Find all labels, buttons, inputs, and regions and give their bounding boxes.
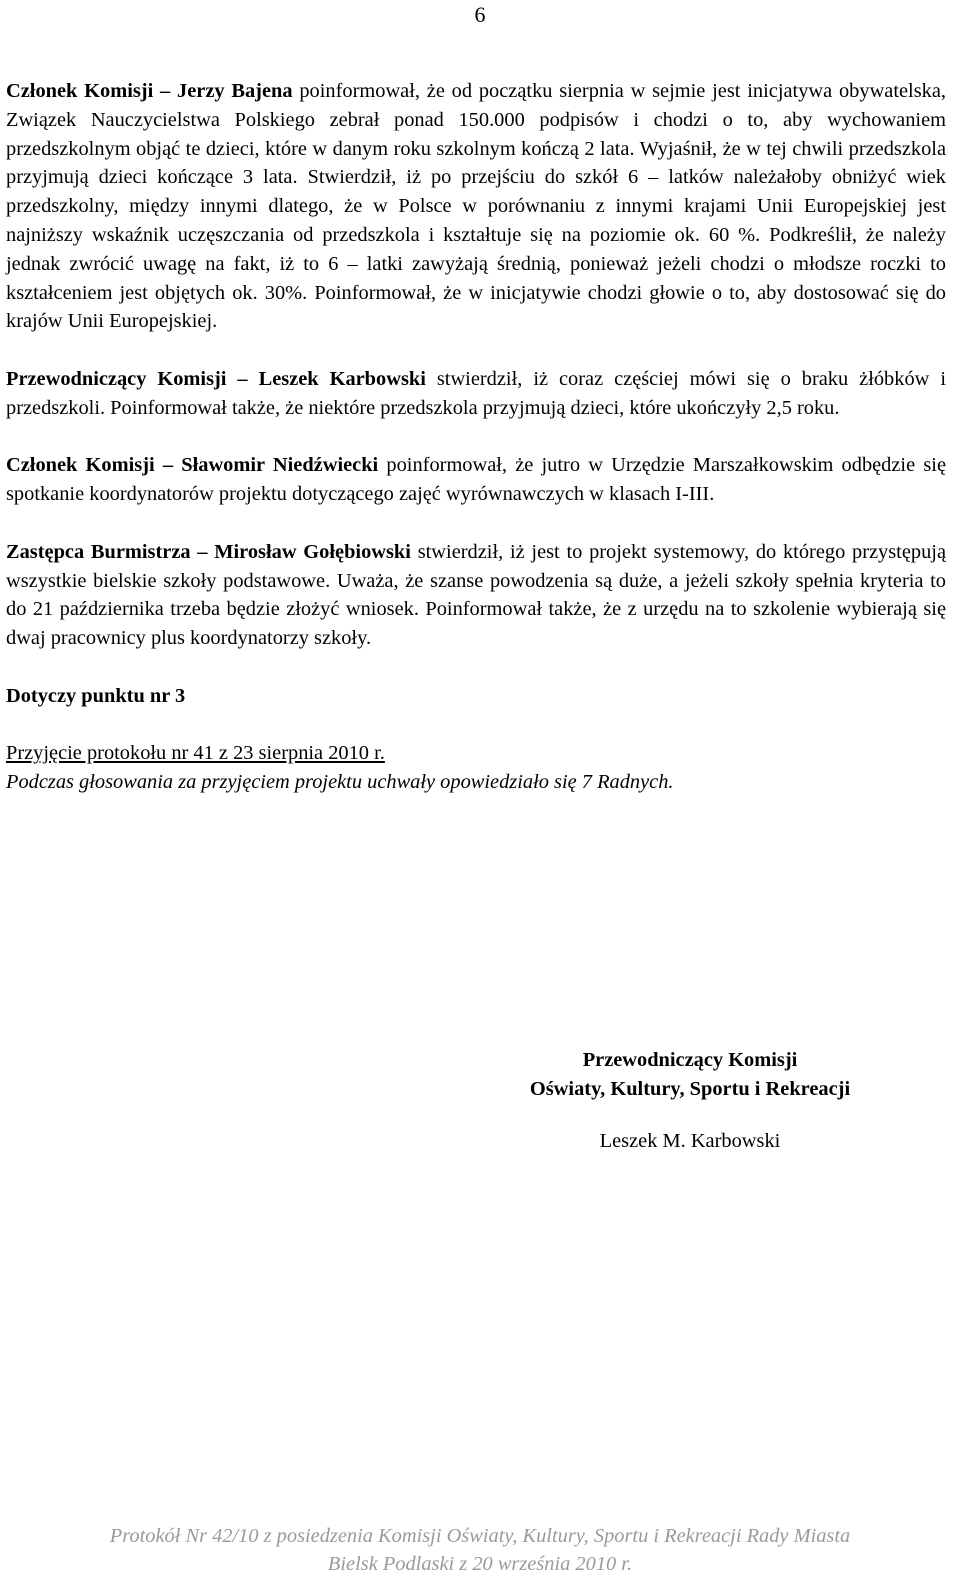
page-number: 6 — [474, 2, 486, 27]
agenda-item: Przyjęcie protokołu nr 41 z 23 sierpnia 2010 r. — [6, 742, 385, 765]
paragraph-text: poinformował, że od początku sierpnia w sejmie jest inicjatywa obywatelska, Związek Nauczycielstwa Polskiego zebrał ponad 150.000 podpisów i chodzi o to, aby wychowaniem przedszkolnym objąć te dzieci, które w danym roku szkolnym kończą 2 lata. Wyjaśnił, że w tej chwili przedszkola przyjmują dzieci kończące 3 lata. Stwierdził, iż po przejściu do szkół 6 – latków należałoby obniżyć wiek przedszkolny, między innymi dlatego, że w Polsce w porównaniu z innymi krajami Unii Europejskiej jest najniższy wskaźnik uczęszczania od przedszkola i kształtuje się na poziomie ok. 60 %. Podkreślił, że należy jednak zwrócić uwagę na fakt, iż to 6 – latki zawyżają średnią, ponieważ jeżeli chodzi o młodsze roczki to kształceniem jest objętych ok. 30%. Poinformował, że w inicjatywie chodzi głowie o to, aby dostosować się do krajów Unii Europejskiej. — [6, 80, 946, 333]
page-footer — [0, 1522, 960, 1578]
paragraph-text: poinformował, że jutro w Urzędzie Marszałkowskim odbędzie się spotkanie koordynatorów projektu dotyczącego zajęć wyrównawczych w klasach I-III. — [6, 454, 946, 506]
speaker-name: Przewodniczący Komisji – Leszek Karbowski — [6, 367, 426, 390]
signature-title-line2: Oświaty, Kultury, Sportu i Rekreacji — [529, 1078, 851, 1100]
paragraph-niedzwiecki — [6, 451, 946, 509]
paragraph-text: stwierdził, iż jest to projekt systemowy, do którego przystępują wszystkie bielskie szkoły podstawowe. Uważa, że szanse powodzenia są duże, a jeżeli szkoły spełnia kryteria to do 21 października trzeba będzie złożyć wniosek. Poinformował także, że z urzędu na to szkolenie wybierają się dwaj pracownicy plus koordynatorzy szkoły. — [6, 540, 947, 650]
footer-line1: Protokół Nr 42/10 z posiedzenia Komisji Oświaty, Kultury, Sportu i Rekreacji Rady Miasta — [109, 1525, 851, 1547]
vote-result: Podczas głosowania za przyjęciem projektu uchwały opowiedziało się 7 Radnych. — [6, 771, 674, 794]
speaker-name: Zastępca Burmistrza – Mirosław Gołębiowski — [6, 540, 411, 563]
signature-name: Leszek M. Karbowski — [599, 1130, 781, 1152]
signature-title-line1: Przewodniczący Komisji — [582, 1049, 798, 1071]
speaker-name: Członek Komisji – Sławomir Niedźwiecki — [6, 454, 379, 477]
paragraph-karbowski — [6, 365, 946, 423]
paragraph-bajena — [6, 77, 946, 336]
footer-line2: Bielsk Podlaski z 20 września 2010 r. — [327, 1553, 633, 1575]
document-body — [6, 77, 946, 797]
paragraph-golebiowski — [6, 538, 946, 653]
section-heading: Dotyczy punktu nr 3 — [6, 684, 186, 707]
signature-block — [480, 1046, 900, 1156]
speaker-name: Członek Komisji – Jerzy Bajena — [6, 80, 293, 102]
paragraph-text: stwierdził, iż coraz częściej mówi się o braku żłóbków i przedszkoli. Poinformował także, że niektóre przedszkola przyjmują dzieci, które ukończyły 2,5 roku. — [6, 367, 946, 419]
